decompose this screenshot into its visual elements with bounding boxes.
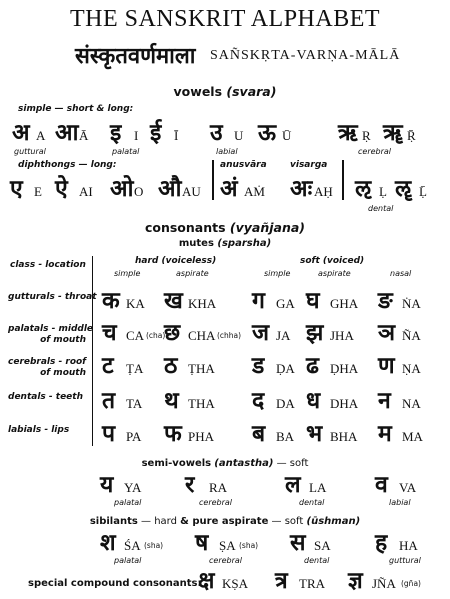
- sibilant-devanagari: स: [290, 530, 306, 556]
- compound-devanagari: त्र: [275, 568, 288, 594]
- simple-vowels-label: simple — short & long:: [18, 104, 134, 114]
- column-label: simple: [114, 269, 141, 278]
- visarga-devanagari: अः: [290, 176, 313, 202]
- consonant-roman: TA: [126, 396, 143, 411]
- simple-vowel-roman: A: [36, 128, 46, 143]
- consonant-roman: ÑA: [402, 328, 421, 343]
- consonant-roman: DA: [276, 396, 295, 411]
- dental-vowel-devanagari: ॡ: [395, 176, 412, 202]
- consonant-devanagari: ठ: [164, 353, 178, 379]
- row-label: of mouth: [40, 335, 86, 345]
- consonant-devanagari: म: [378, 421, 392, 447]
- simple-vowel-devanagari: ऊ: [258, 120, 277, 146]
- semivowel-place: labial: [389, 498, 411, 507]
- consonant-devanagari: ब: [252, 421, 266, 447]
- consonant-roman: CHA: [188, 328, 216, 343]
- consonant-roman: ṄA: [402, 296, 421, 311]
- consonant-roman: BA: [276, 429, 295, 444]
- consonant-devanagari: न: [378, 388, 391, 414]
- sibilant-roman: HA: [399, 538, 418, 553]
- semivowel-place: cerebral: [199, 498, 233, 507]
- consonant-devanagari: ज: [252, 320, 270, 346]
- consonant-roman: THA: [188, 396, 215, 411]
- semivowel-place: dental: [299, 498, 325, 507]
- semivowels-heading: semi-vowels (antastha) — soft: [141, 458, 309, 469]
- consonant-devanagari: ध: [306, 388, 321, 414]
- consonant-roman: MA: [402, 429, 423, 444]
- consonant-roman: JA: [276, 328, 291, 343]
- sibilant-devanagari: ष: [195, 530, 209, 556]
- diphthong-roman: E: [34, 184, 42, 199]
- anusvara-label: anusvāra: [220, 160, 267, 170]
- simple-vowel-devanagari: अ: [12, 120, 30, 146]
- sibilant-place: guttural: [389, 556, 421, 565]
- column-label: aspirate: [318, 269, 351, 278]
- diphthong-roman: AU: [182, 184, 201, 199]
- simple-vowel-devanagari: उ: [210, 120, 223, 146]
- simple-vowel-roman: Ṛ: [362, 128, 371, 143]
- consonant-roman: KHA: [188, 296, 217, 311]
- dental-vowel-roman: Ḹ: [419, 184, 427, 199]
- semivowel-roman: LA: [309, 480, 327, 495]
- consonant-devanagari: त: [102, 388, 116, 414]
- diphthong-devanagari: ए: [10, 176, 23, 202]
- consonant-devanagari: थ: [164, 388, 179, 414]
- semivowel-roman: RA: [209, 480, 228, 495]
- simple-vowel-roman: Ā: [79, 128, 89, 143]
- anusvara-devanagari: अं: [220, 176, 238, 202]
- consonant-devanagari: घ: [306, 288, 320, 314]
- consonant-note: (chha): [217, 331, 242, 340]
- simple-vowel-devanagari: आ: [55, 120, 79, 146]
- dental-vowel-devanagari: ऌ: [355, 176, 372, 202]
- consonant-roman: ṬA: [126, 361, 144, 376]
- dental-label: dental: [368, 204, 394, 213]
- simple-vowel-roman: Ī: [174, 128, 179, 143]
- consonant-devanagari: ढ: [306, 353, 319, 379]
- simple-vowel-roman: Ṝ: [407, 128, 416, 143]
- consonant-devanagari: झ: [306, 320, 324, 346]
- semivowel-roman: YA: [124, 480, 142, 495]
- visarga-roman: AḤ: [314, 184, 333, 199]
- consonant-devanagari: ङ: [378, 288, 393, 314]
- consonant-devanagari: प: [102, 421, 116, 447]
- simple-vowel-roman: U: [234, 128, 244, 143]
- diphthong-devanagari: ओ: [110, 176, 134, 202]
- compound-devanagari: ज्ञ: [348, 568, 363, 594]
- consonant-devanagari: ख: [164, 288, 183, 314]
- semivowel-devanagari: य: [100, 472, 114, 498]
- compound-roman: TRA: [299, 576, 325, 591]
- soft-label: soft (voiced): [300, 256, 365, 266]
- consonant-roman: ḌA: [276, 361, 295, 376]
- row-label: labials - lips: [8, 425, 70, 435]
- mutes-heading: mutes (sparsha): [178, 238, 272, 249]
- consonant-devanagari: द: [252, 388, 265, 414]
- devanagari-title: संस्कृतवर्णमाला: [75, 44, 196, 69]
- sibilant-place: dental: [304, 556, 330, 565]
- diphthongs-label: diphthongs — long:: [18, 160, 117, 170]
- consonant-roman: NA: [402, 396, 421, 411]
- visarga-label: visarga: [290, 160, 328, 170]
- consonant-roman: KA: [126, 296, 145, 311]
- sibilant-note: (sha): [144, 541, 164, 550]
- column-label: aspirate: [176, 269, 209, 278]
- compound-devanagari: क्ष: [198, 568, 215, 594]
- vowels-heading: vowels (svara): [173, 84, 277, 99]
- simple-vowel-roman: I: [134, 128, 139, 143]
- compound-note: (gña): [401, 579, 421, 588]
- consonants-heading: consonants (vyañjana): [144, 220, 306, 235]
- roman-title: SAÑSKṚTA-VARṆA-MĀLĀ: [210, 48, 401, 63]
- row-label: cerebrals - roof: [8, 357, 87, 367]
- sibilant-place: cerebral: [209, 556, 243, 565]
- consonant-roman: GHA: [330, 296, 359, 311]
- consonant-roman: PHA: [188, 429, 215, 444]
- consonant-roman: GA: [276, 296, 295, 311]
- consonant-note: (cha): [146, 331, 166, 340]
- semivowel-devanagari: र: [185, 472, 195, 498]
- consonant-devanagari: छ: [164, 320, 181, 346]
- diphthong-roman: O: [134, 184, 144, 199]
- compound-roman: KṢA: [222, 576, 249, 591]
- simple-vowel-devanagari: ई: [150, 120, 162, 146]
- divider: [212, 160, 214, 200]
- simple-vowel-devanagari: ॠ: [383, 120, 403, 146]
- simple-vowel-roman: Ū: [282, 128, 292, 143]
- simple-vowel-devanagari: इ: [110, 120, 122, 146]
- divider: [342, 160, 344, 200]
- column-label: simple: [264, 269, 291, 278]
- semivowel-roman: VA: [399, 480, 417, 495]
- consonant-devanagari: फ: [164, 421, 182, 447]
- consonant-devanagari: ड: [252, 353, 265, 379]
- hard-label: hard (voiceless): [135, 256, 217, 266]
- sibilant-roman: ṢA: [219, 538, 236, 553]
- consonant-devanagari: ण: [378, 353, 395, 379]
- consonant-devanagari: ग: [252, 288, 265, 314]
- divider: [92, 256, 93, 446]
- sibilants-heading: sibilants — hard & pure aspirate — soft (ūshman): [89, 516, 361, 527]
- sibilant-roman: ŚA: [124, 538, 141, 553]
- anusvara-roman: AṀ: [244, 184, 265, 199]
- sibilant-devanagari: श: [100, 530, 116, 556]
- consonant-roman: PA: [126, 429, 142, 444]
- consonant-roman: ṆA: [402, 361, 421, 376]
- consonant-roman: ḌHA: [330, 361, 359, 376]
- row-label: of mouth: [40, 368, 86, 378]
- consonant-roman: CA: [126, 328, 145, 343]
- dental-vowel-roman: Ḷ: [379, 184, 387, 199]
- sibilant-note: (sha): [239, 541, 259, 550]
- class-location-label: class - location: [10, 260, 86, 270]
- vowel-place-label: palatal: [112, 147, 140, 156]
- column-label: nasal: [390, 269, 412, 278]
- consonant-roman: ṬHA: [188, 361, 215, 376]
- diphthong-devanagari: ऐ: [55, 176, 68, 202]
- page-title: THE SANSKRIT ALPHABET: [69, 6, 381, 32]
- compound-roman: JÑA: [372, 576, 396, 591]
- diphthong-devanagari: औ: [158, 176, 182, 202]
- compounds-label: special compound consonants:: [28, 578, 202, 589]
- semivowel-place: palatal: [114, 498, 142, 507]
- consonant-roman: JHA: [330, 328, 354, 343]
- consonant-roman: DHA: [330, 396, 359, 411]
- simple-vowel-devanagari: ऋ: [338, 120, 358, 146]
- semivowel-devanagari: व: [375, 472, 388, 498]
- sibilant-place: palatal: [114, 556, 142, 565]
- diphthong-roman: AI: [79, 184, 93, 199]
- vowel-place-label: cerebral: [358, 147, 392, 156]
- sibilant-roman: SA: [314, 538, 331, 553]
- consonant-devanagari: क: [102, 288, 120, 314]
- semivowel-devanagari: ल: [285, 472, 301, 498]
- consonant-devanagari: च: [102, 320, 117, 346]
- sibilant-devanagari: ह: [375, 530, 388, 556]
- vowel-place-label: guttural: [14, 147, 46, 156]
- row-label: palatals - middle: [8, 324, 94, 334]
- vowel-place-label: labial: [216, 147, 238, 156]
- row-label: dentals - teeth: [8, 392, 83, 402]
- consonant-devanagari: भ: [306, 421, 323, 447]
- consonant-roman: BHA: [330, 429, 358, 444]
- row-label: gutturals - throat: [8, 292, 97, 302]
- consonant-devanagari: ट: [102, 353, 114, 379]
- consonant-devanagari: ञ: [378, 320, 396, 346]
